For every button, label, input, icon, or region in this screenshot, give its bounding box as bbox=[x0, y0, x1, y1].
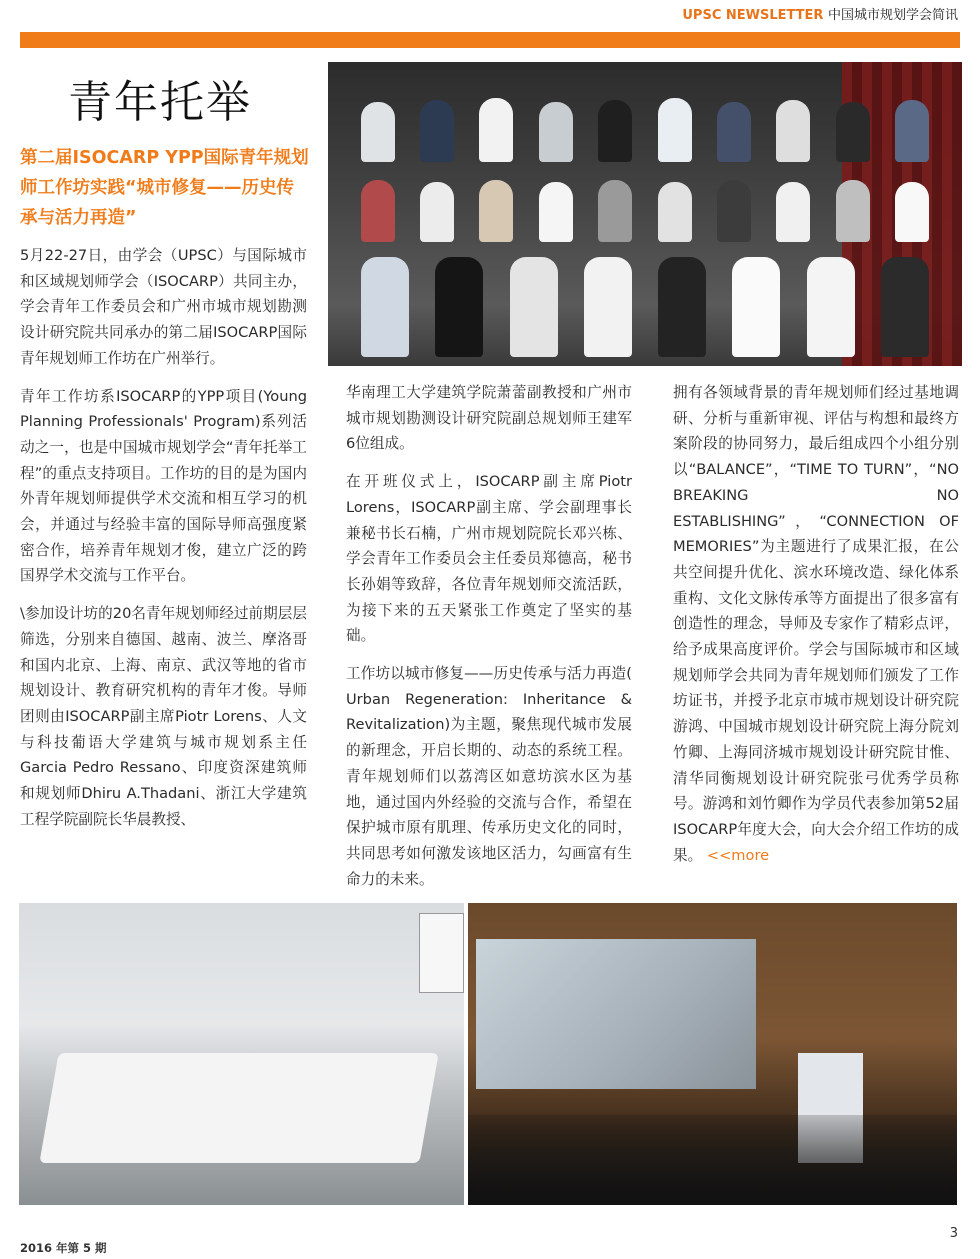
article-paragraph: 拥有各领域背景的青年规划师们经过基地调研、分析与重新审视、评估与构想和最终方案阶段的协同努力，最后组成四个小组分别以“BALANCE”，“TIME TO TURN”，“NO BREAKING NO ESTABLISHING”，“CONNECTION OF MEMORIES”为主题进行了成果汇报，在公共空间提升优化、滨水环境改造、绿化体系重构、文化文脉传承等方面提出了很多富有创造性的理念，导师及专家作了精彩点评，给予成果高度评价。学会与国际城市和区域规划师学会共同为青年规划师们颁发了工作坊证书，并授予北京市城市规划设计研究院游鸿、中国城市规划设计研究院上海分院刘竹卿、上海同济城市规划设计研究院甘惟、清华同衡规划设计研究院张弓优秀学员称号。游鸿和刘竹卿作为学员代表参加第52届ISOCARP年度大会，向大会介绍工作坊的成果。 bbox=[673, 384, 959, 864]
presentation-photo bbox=[468, 903, 957, 1205]
page-number: 3 bbox=[949, 1226, 958, 1241]
newsletter-name-cn: 中国城市规划学会简讯 bbox=[827, 8, 958, 23]
section-title: 青年托举 bbox=[68, 77, 252, 128]
more-link[interactable]: <<more bbox=[706, 846, 770, 864]
projection-screen bbox=[476, 939, 756, 1089]
masthead bbox=[682, 4, 958, 23]
photo-row-middle bbox=[348, 172, 942, 242]
article-paragraph: 华南理工大学建筑学院萧蕾副教授和广州市城市规划勘测设计研究院副总规划师王建军6位组成。 bbox=[346, 384, 632, 453]
text-column-1 bbox=[20, 243, 307, 844]
newsletter-name-en: UPSC NEWSLETTER bbox=[682, 8, 824, 23]
issue-label: 2016 年第 5 期 bbox=[20, 1241, 107, 1255]
group-photo bbox=[328, 62, 962, 366]
audience bbox=[468, 1115, 957, 1205]
article-paragraph: 工作坊以城市修复——历史传承与活力再造( Urban Regeneration: Inheritance & Revitalization)为主题，聚焦现代城市发展的新理念，开启长期的、动态的系统工程。青年规划师们以荔湾区如意坊滨水区为基地，通过国内外经验的交流与合作，希望在保护城市原有肌理、传承历史文化的同时，共同思考如何激发该地区活力，勾画富有生命力的未来。 bbox=[346, 665, 632, 888]
text-column-3 bbox=[673, 380, 959, 880]
whiteboard bbox=[419, 913, 464, 993]
article-paragraph: \参加设计坊的20名青年规划师经过前期层层筛选，分别来自德国、越南、波兰、摩洛哥和国内北京、上海、南京、武汉等地的省市规划设计、教育研究机构的青年才俊。导师团则由ISOCARP副主席Piotr Lorens、人文与科技葡语大学建筑与城市规划系主任Garcia Pedro Ressano、印度资深建筑师和规划师Dhiru A.Thadani、浙江大学建筑工程学院副院长华晨教授、 bbox=[20, 605, 307, 828]
text-column-2 bbox=[346, 380, 632, 904]
article-headline: 第二届ISOCARP YPP国际青年规划师工作坊实践“城市修复——历史传承与活力再造” bbox=[20, 148, 309, 228]
photo-row-front bbox=[348, 252, 942, 357]
photo-row-back bbox=[348, 92, 942, 162]
header-divider-bar bbox=[20, 32, 960, 48]
work-table bbox=[39, 1053, 438, 1163]
workshop-photo bbox=[19, 903, 464, 1205]
article-paragraph: 5月22-27日，由学会（UPSC）与国际城市和区域规划师学会（ISOCARP）共同主办，学会青年工作委员会和广州市城市规划勘测设计研究院共同承办的第二届ISOCARP国际青年规划师工作坊在广州举行。 bbox=[20, 247, 307, 367]
article-paragraph: 青年工作坊系ISOCARP的YPP项目(Young Planning Professionals' Program)系列活动之一，也是中国城市规划学会“青年托举工程”的重点支持项目。工作坊的目的是为国内外青年规划师提供学术交流和相互学习的机会，并通过与经验丰富的国际导师高强度紧密合作，培养青年规划才俊，建立广泛的跨国界学术交流与工作平台。 bbox=[20, 387, 307, 585]
article-paragraph-final bbox=[673, 380, 959, 868]
article-paragraph: 在开班仪式上，ISOCARP副主席Piotr Lorens，ISOCARP副主席、学会副理事长兼秘书长石楠，广州市规划院院长邓兴栋、学会青年工作委员会主任委员郑德高，秘书长孙娟等致辞，各位青年规划师交流活跃，为接下来的五天紧张工作奠定了坚实的基础。 bbox=[346, 473, 632, 645]
